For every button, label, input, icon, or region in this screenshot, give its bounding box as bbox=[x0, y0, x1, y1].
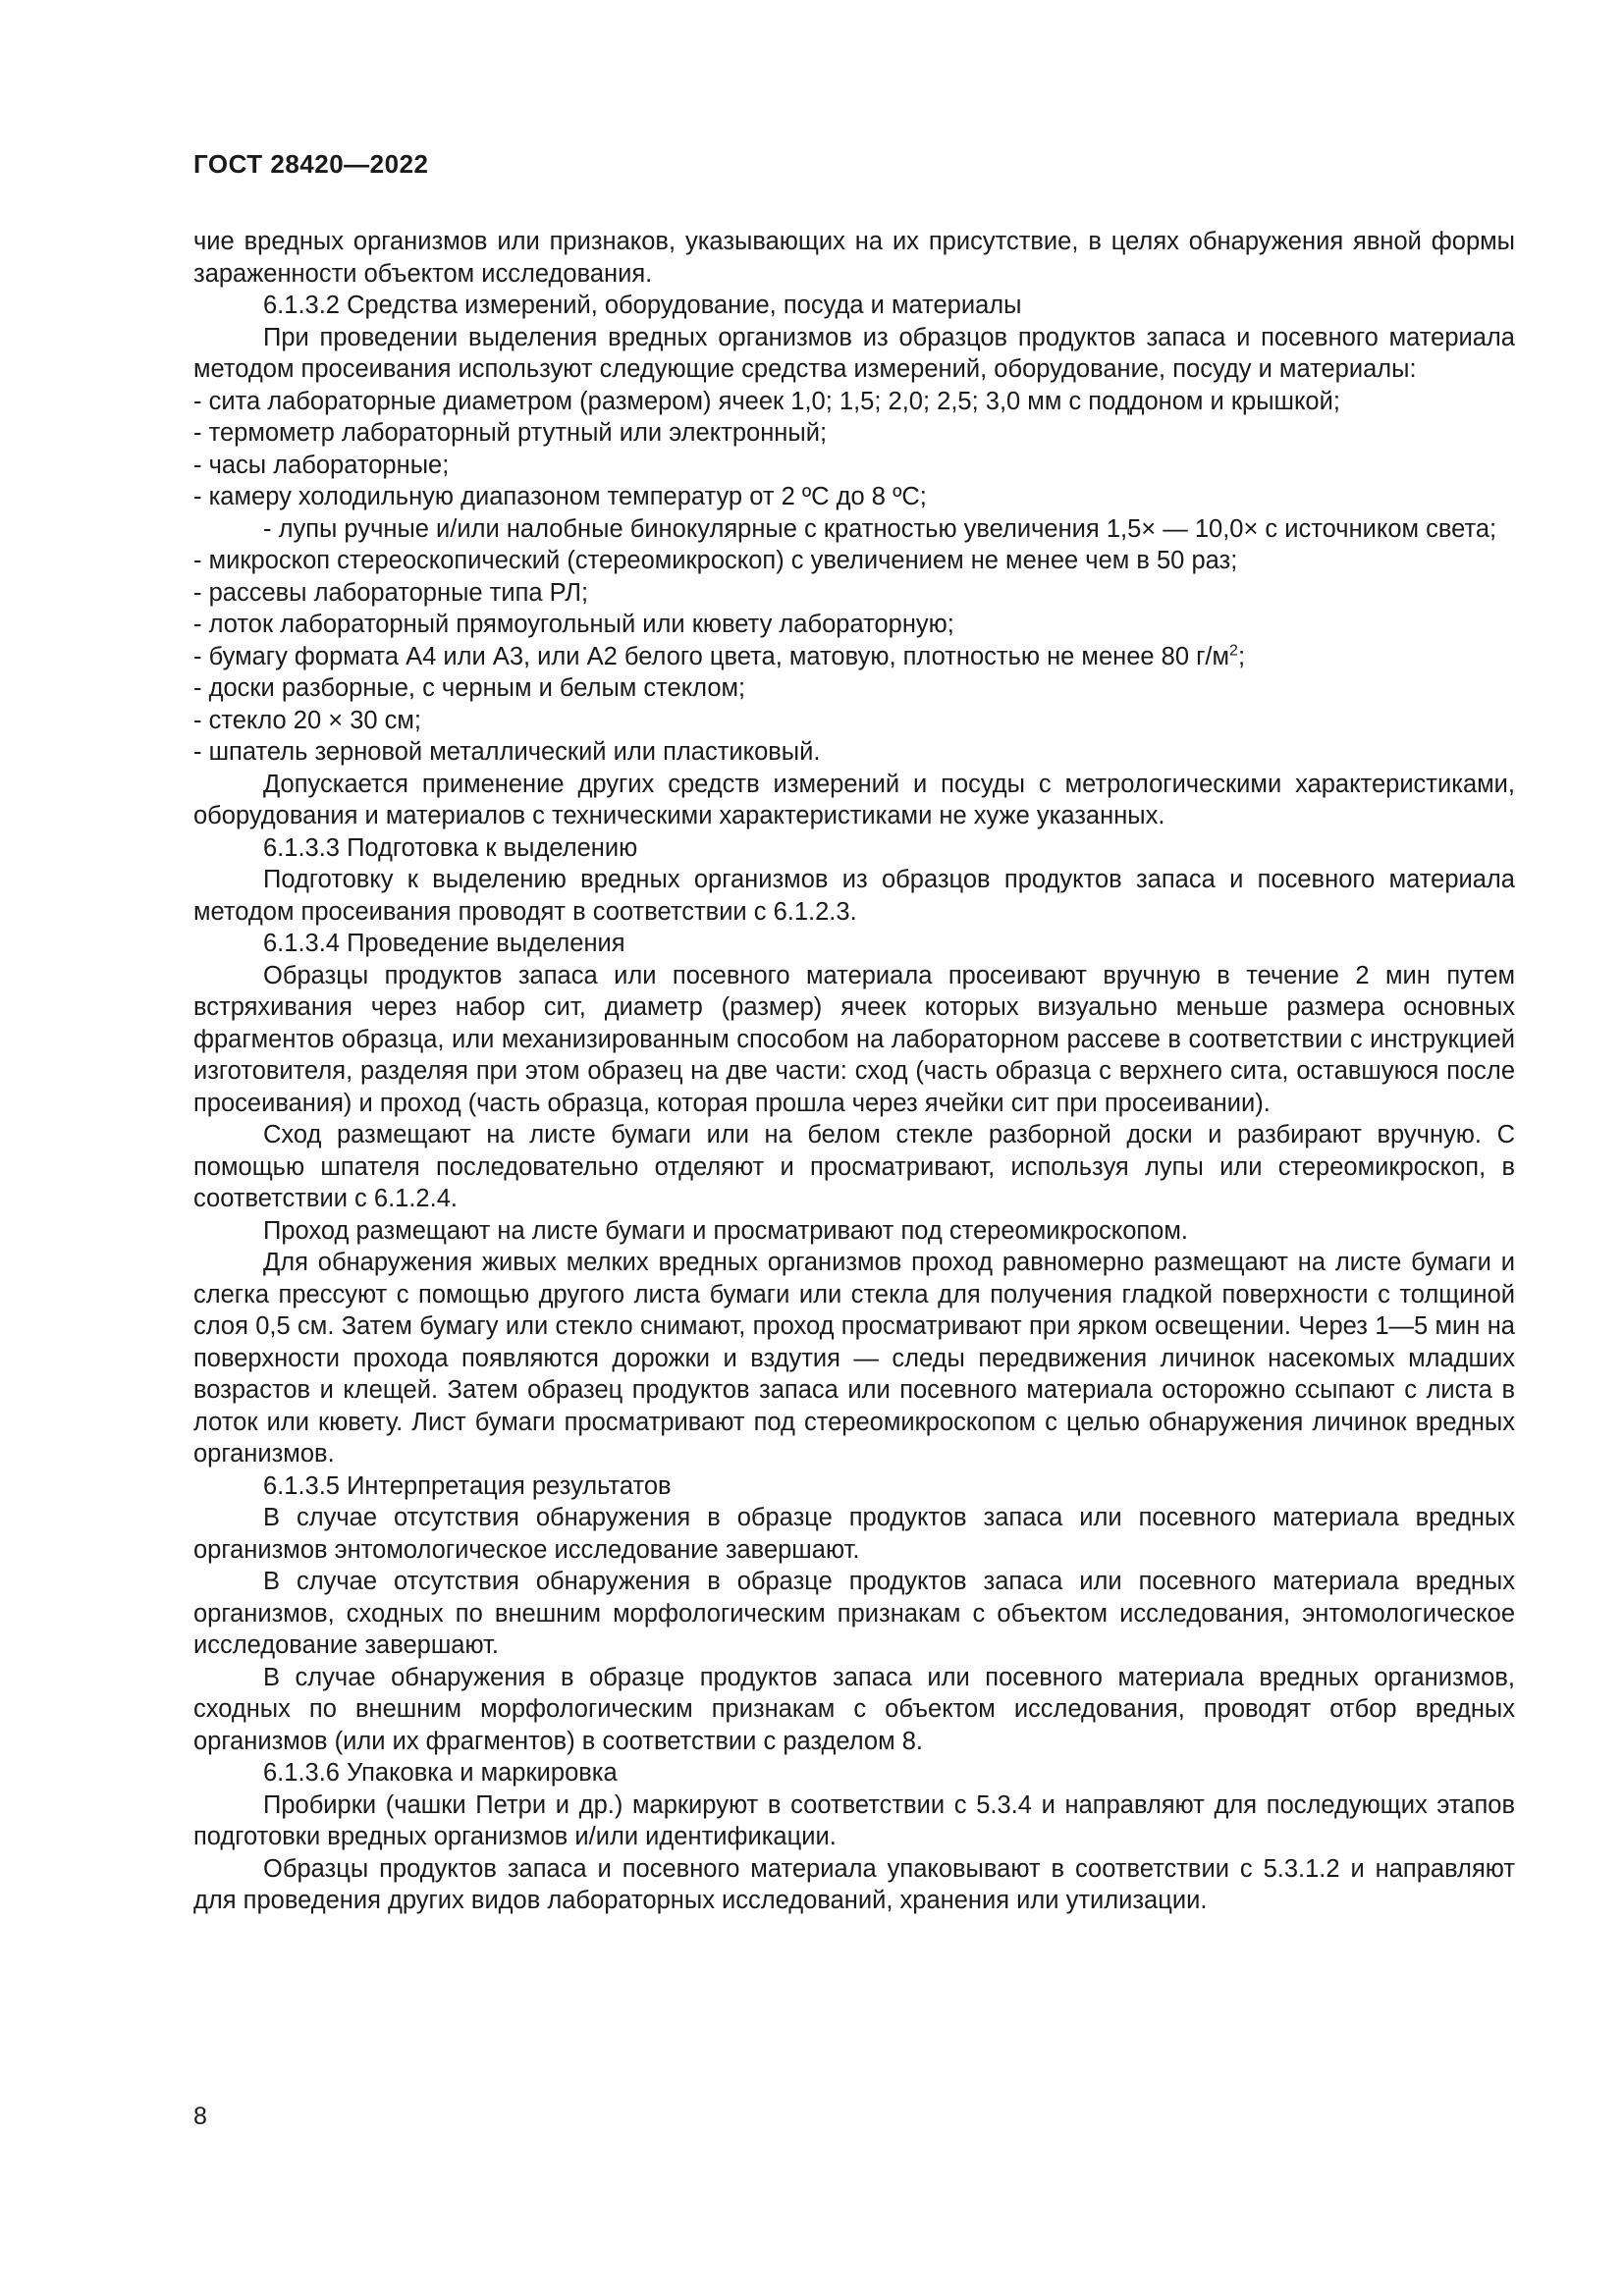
section-heading: 6.1.3.5 Интерпретация результатов bbox=[263, 1471, 672, 1500]
paragraph: В случае отсутствия обнаружения в образце продуктов запаса или посевного материала вредных организмов энтомологическое исследование завершают. bbox=[193, 1504, 1515, 1564]
paragraph: Подготовку к выделению вредных организмов из образцов продуктов запаса и посевного материала методом просеивания проводят в соответствии с 6.1.2.3. bbox=[193, 866, 1515, 926]
list-item-text: - бумагу формата А4 или А3, или А2 белого цвета, матовую, плотностью не менее 80 г/м bbox=[193, 642, 1230, 670]
list-item: - термометр лабораторный ртутный или электронный; bbox=[193, 419, 828, 447]
list-item: - лупы ручные и/или налобные бинокулярные с кратностью увеличения 1,5× — 10,0× с источником света; bbox=[263, 514, 1497, 543]
list-item: - рассевы лабораторные типа РЛ; bbox=[193, 578, 589, 607]
paragraph: Пробирки (чашки Петри и др.) маркируют в соответствии с 5.3.4 и направляют для последующих этапов подготовки вредных организмов и/или идентификации. bbox=[193, 1790, 1515, 1850]
document-body bbox=[193, 226, 1515, 1917]
section-heading: 6.1.3.4 Проведение выделения bbox=[263, 930, 625, 957]
section-heading: 6.1.3.6 Упаковка и маркировка bbox=[263, 1759, 618, 1787]
list-item: - микроскоп стереоскопический (стереомикроскоп) с увеличением не менее чем в 50 раз; bbox=[193, 547, 1238, 574]
paragraph: Сход размещают на листе бумаги или на белом стекле разборной доски и разбирают вручную. С помощью шпателя последовательно отделяют и просматривают, используя лупы или стереомикроскоп, в соответствии с 6.1.2.4. bbox=[193, 1121, 1515, 1212]
paragraph: При проведении выделения вредных организмов из образцов продуктов запаса и посевного материала методом просеивания используют следующие средства измерений, оборудование, посуду и материалы: bbox=[193, 323, 1515, 383]
page-number: 8 bbox=[193, 2103, 207, 2130]
list-item: - шпатель зерновой металлический или пластиковый. bbox=[193, 738, 821, 766]
list-item: - камеру холодильную диапазоном температур от 2 ºС до 8 ºС; bbox=[193, 483, 927, 510]
section-heading: 6.1.3.2 Средства измерений, оборудование, посуда и материалы bbox=[263, 292, 1022, 319]
paragraph: Образцы продуктов запаса и посевного материала упаковывают в соответствии с 5.3.1.2 и направляют для проведения других видов лабораторных исследований, хранения или утилизации. bbox=[193, 1854, 1515, 1914]
superscript: 2 bbox=[1229, 642, 1238, 659]
list-item-end: ; bbox=[1237, 642, 1246, 670]
list-item: - стекло 20 × 30 см; bbox=[193, 706, 422, 734]
list-item: - доски разборные, с черным и белым стеклом; bbox=[193, 674, 746, 702]
paragraph: В случае обнаружения в образце продуктов запаса или посевного материала вредных организмов, сходных по внешним морфологическим признакам с объектом исследования, проводят отбор вредных организмов (или их фрагментов) в соответствии с разделом 8. bbox=[193, 1663, 1515, 1755]
paragraph: В случае отсутствия обнаружения в образце продуктов запаса или посевного материала вредных организмов, сходных по внешним морфологическим признакам с объектом исследования, энтомологическое исследование завершают. bbox=[193, 1568, 1515, 1659]
list-item: - часы лабораторные; bbox=[193, 451, 450, 479]
list-item: - лоток лабораторный прямоугольный или кювету лабораторную; bbox=[193, 611, 954, 638]
paragraph: чие вредных организмов или признаков, указывающих на их присутствие, в целях обнаружения явной формы зараженности объектом исследования. bbox=[193, 228, 1515, 288]
list-item: - сита лабораторные диаметром (размером) ячеек 1,0; 1,5; 2,0; 2,5; 3,0 мм с поддоном и крышкой; bbox=[193, 387, 1340, 415]
paragraph: Проход размещают на листе бумаги и просматривают под стереомикроскопом. bbox=[263, 1216, 1188, 1245]
list-item-paper bbox=[193, 641, 1515, 673]
paragraph: Образцы продуктов запаса или посевного материала просеивают вручную в течение 2 мин путем встряхивания через набор сит, диаметр (размер) ячеек которых визуально меньше размера основных фрагментов образца, или механизированным способом на лабораторном рассеве в соответствии с инструкцией изготовителя, разделяя при этом образец на две части: сход (часть образца с верхнего сита, оставшуюся после просеивания) и проход (часть образца, которая прошла через ячейки сит при просеивании). bbox=[193, 961, 1515, 1117]
section-heading: 6.1.3.3 Подготовка к выделению bbox=[263, 833, 638, 862]
document-header: ГОСТ 28420—2022 bbox=[193, 149, 429, 179]
paragraph: Для обнаружения живых мелких вредных организмов проход равномерно размещают на листе бумаги и слегка прессуют с помощью другого листа бумаги или стекла для получения гладкой поверхности с толщиной слоя 0,5 см. Затем бумагу или стекло снимают, проход просматривают при ярком освещении. Через 1—5 мин на поверхности прохода появляются дорожки и вздутия — следы передвижения личинок насекомых младших возрастов и клещей. Затем образец продуктов запаса или посевного материала осторожно ссыпают с листа в лоток или кювету. Лист бумаги просматривают под стереомикроскопом с целью обнаружения личинок вредных организмов. bbox=[193, 1249, 1515, 1468]
paragraph: Допускается применение других средств измерений и посуды с метрологическими характеристиками, оборудования и материалов с техническими характеристиками не хуже указанных. bbox=[193, 770, 1515, 829]
